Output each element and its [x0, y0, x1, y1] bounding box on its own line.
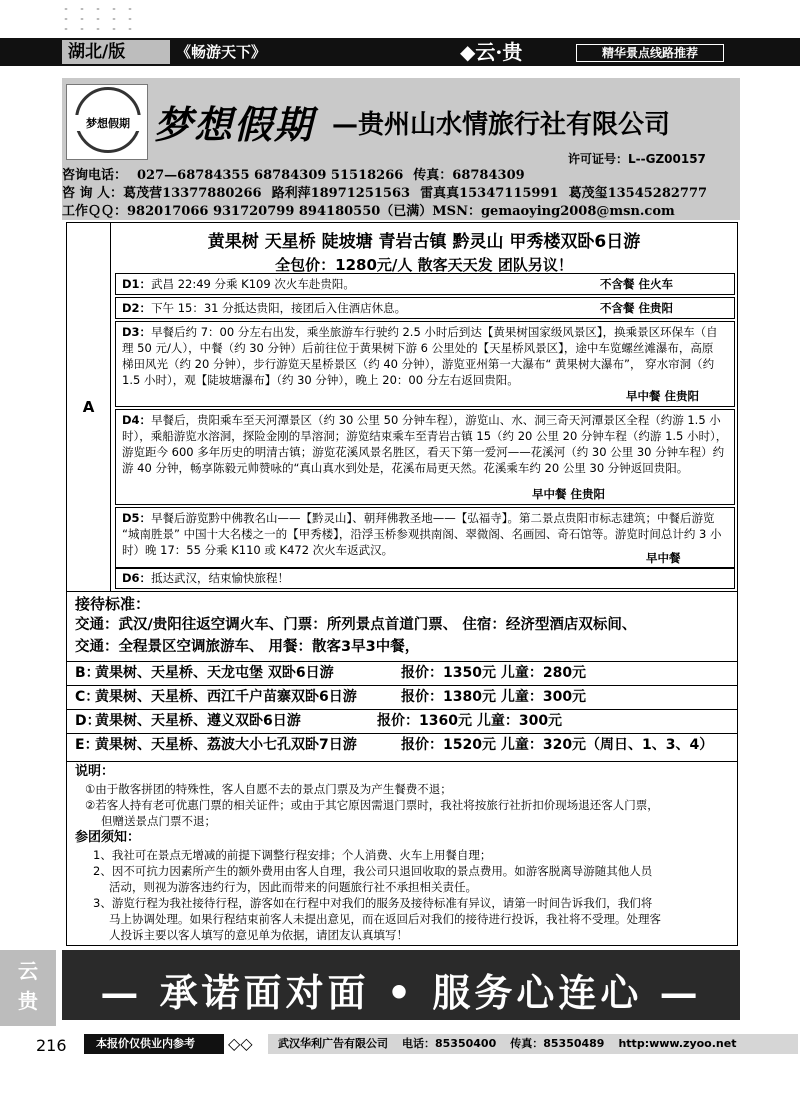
standards-line: 交通：武汉/贵阳往返空调火车、门票：所列景点首道门票、 住宿：经济型酒店双标间、	[75, 617, 637, 633]
day-item	[115, 273, 735, 295]
ad-url[interactable]: http:www.zyoo.net	[618, 1037, 737, 1050]
day-meal: 不含餐 住火车	[600, 277, 674, 291]
contacts-line	[62, 182, 717, 201]
remark-line: 但赠送景点门票不退；	[101, 814, 216, 828]
side-tab-char: 云	[18, 959, 38, 983]
option-price: 报价：1350元 儿童：280元	[401, 665, 587, 681]
region-label: 湖北/版	[62, 40, 170, 64]
day-item	[115, 507, 735, 569]
decorative-dots	[58, 4, 138, 34]
section-divider	[67, 591, 737, 592]
slogan: — 承诺面对面 • 服务心连心 —	[100, 970, 702, 1015]
option-route: 黄果树、天星桥、西江千户苗寨双卧6日游	[95, 689, 357, 705]
tour-title: 黄果树 天星桥 陡坡塘 青岩古镇 黔灵山 甲秀楼双卧6日游	[207, 232, 641, 252]
option-code: D：	[75, 713, 101, 729]
day-label: D5：	[122, 511, 152, 525]
side-tab-char: 贵	[18, 989, 38, 1013]
phone-line	[62, 164, 535, 183]
notice-line: 活动，则视为游客违约行为，因此而带来的问题旅行社不承担相关责任。	[109, 880, 477, 894]
day-text: 抵达武汉，结束愉快旅程！	[151, 571, 290, 585]
contact-person: 路利萍18971251563	[271, 186, 411, 201]
standards-title: 接待标准：	[75, 595, 151, 613]
agency-header	[62, 78, 740, 220]
day-meal: 不含餐 住贵阳	[600, 301, 674, 315]
route-recommend-badge: 精华景点线路推荐	[576, 44, 724, 62]
contacts-label: 咨 询 人：	[62, 186, 124, 201]
day-text: 下午 15：31 分抵达贵阳，接团后入住酒店休息。	[151, 301, 407, 315]
notice-line: 1、我社可在景点无增减的前提下调整行程安排；个人消费、火车上用餐自理；	[93, 848, 492, 862]
slogan-band	[62, 950, 740, 1020]
notice-line: 3、游览行程为我社接待行程，游客如在行程中对我们的服务及接待标准有异议，请第一时间告诉我们，我们将	[93, 896, 653, 910]
day-meal: 早中餐	[646, 551, 681, 565]
day-label: D3：	[122, 325, 152, 339]
logo-text: 梦想假期	[69, 115, 147, 131]
option-row	[67, 733, 737, 757]
remarks-title: 说明：	[75, 764, 115, 779]
contact-person: 雷真真15347115991	[420, 186, 559, 201]
remark-line: ②若客人持有老可优惠门票的相关证件；或由于其它原因需退门票时，我社将按旅行社折扣价现场退还客人门票，	[85, 798, 659, 812]
ad-fax: 传真：85350489	[510, 1037, 605, 1050]
day-label: D1：	[122, 277, 152, 291]
page-number: 216	[36, 1036, 67, 1055]
reference-note: 本报价仅供业内参考	[84, 1034, 224, 1054]
day-item	[115, 297, 735, 319]
contact-person: 葛茂营13377880266	[123, 186, 262, 201]
day-text: 早餐后游览黔中佛教名山——【黔灵山】、朝拜佛教圣地——【弘福寺】。第二景点贵阳市标志建筑；中餐后游览 “城南胜景” 中国十大名楼之一的【甲秀楼】，沿浮玉桥参观拱南阁、翠微阁、名画园、奇石馆等。游览时间总计约 3 小时）晚 17：55 分乘 K110 或 K472 次火车返武汉。	[122, 511, 722, 557]
option-route: 黄果树、天星桥、天龙屯堡 双卧6日游	[95, 665, 334, 681]
contact-person: 葛茂玺13545282777	[568, 186, 708, 201]
chevron-icon: ◇◇	[228, 1034, 253, 1053]
notice-line: 2、因不可抗力因素所产生的额外费用由客人自理，我公司只退回收取的景点费用。如游客脱离导游随其他人员	[93, 864, 653, 878]
qq-label: 工作ＱＱ：	[62, 204, 128, 219]
itinerary-box	[66, 222, 738, 946]
advertiser-info	[268, 1034, 798, 1054]
day-label: D2：	[122, 301, 152, 315]
tour-title-block	[111, 223, 737, 274]
day-label: D6：	[122, 571, 152, 585]
day-text: 早餐后约 7：00 分左右出发，乘坐旅游车行驶约 2.5 小时后到达【黄果树国家级风景区】，换乘景区环保车（自理 50 元/人），中餐（约 30 分钟）后前往位于黄果树下游 6 公里处的【天星桥风景区】，途中车览螺丝滩瀑布，高原梯田风光（约 20 分钟），步行游览天星桥景区（约 40 分钟），游览亚州第一大瀑布“ 黄果树大瀑布”， 穿水帘洞（约 1.5 小时），观【陡坡塘瀑布】（约 30 分钟），晚上 20：00 分左右返回贵阳。	[122, 325, 718, 387]
license-number: 许可证号：L--GZ00157	[568, 152, 706, 166]
option-row	[67, 709, 737, 733]
option-code: C：	[75, 689, 100, 705]
notes-section	[67, 761, 737, 942]
day-item	[115, 409, 735, 505]
option-code: E：	[75, 737, 99, 753]
day-meal: 早中餐 住贵阳	[532, 487, 606, 501]
option-price: 报价：1520元 儿童：320元（周日、1、3、4）	[401, 737, 714, 753]
option-price: 报价：1380元 儿童：300元	[401, 689, 587, 705]
remark-line: ①由于散客拼团的特殊性，客人自愿不去的景点门票及为产生餐费不退；	[85, 782, 452, 796]
standards-line: 交通：全程景区空调旅游车、 用餐：散客3早3中餐，	[75, 639, 420, 655]
qq-line	[62, 200, 685, 219]
column-name: 《畅游天下》	[176, 43, 267, 61]
option-price: 报价：1360元 儿童：300元	[377, 713, 563, 729]
day-label: D4：	[122, 413, 152, 427]
ad-company: 武汉华利广告有限公司	[278, 1037, 388, 1050]
option-code: B：	[75, 665, 100, 681]
day-item	[115, 321, 735, 407]
qq-numbers: 982017066 931720799 894180550（已满）MSN：gemaoying2008@msn.com	[127, 204, 675, 219]
option-route: 黄果树、天星桥、荔波大小七孔双卧7日游	[95, 737, 357, 753]
notice-line: 人投诉主要以客人填写的意见单为依据，请团友认真填写！	[109, 928, 408, 942]
day-meal: 早中餐 住贵阳	[626, 389, 700, 403]
side-tab	[0, 950, 56, 1026]
option-row	[67, 661, 737, 685]
tour-price: 全包价：1280元/人 散客天天发 团队另议！	[275, 256, 573, 274]
fax-number: 传真：68784309	[413, 168, 525, 183]
phone-numbers: 027—68784355 68784309 51518266	[137, 168, 404, 183]
day-text: 早餐后，贵阳乘车至天河潭景区（约 30 公里 50 分钟车程），游览山、水、洞三奇天河潭景区全程（约游 1.5 小时），乘船游览水溶洞，探险金刚的旱溶洞；游览结束乘车至青岩古镇 15（约 20 公里 20 分钟车程（约游 1.5 小时），游览距今 600 多年历史的明清古镇；游览花溪风景名胜区，看天下第一爱河——花溪河（约 30 公里 30 分钟车程）约游 40 分钟，畅享陈毅元帅赞咏的“真山真水到处是，花溪布局更天然。花溪乘车约 20 公里 30 分钟返回贵阳。	[122, 413, 728, 475]
day-item	[115, 567, 735, 589]
notice-title: 参团须知：	[75, 830, 141, 845]
tour-code: A	[67, 223, 111, 591]
notice-line: 马上协调处理。如果行程结束前客人未提出意见，而在返回后对我们的接待进行投诉，我社将不受理。处理客	[109, 912, 661, 926]
brand-title: 梦想假期	[154, 102, 315, 147]
phone-label: 咨询电话：	[62, 168, 128, 183]
day-text: 武昌 22:49 分乘 K109 次火车赴贵阳。	[151, 277, 355, 291]
yungui-title: ◆云·贵	[460, 40, 523, 64]
ad-phone: 电话：85350400	[402, 1037, 497, 1050]
option-row	[67, 685, 737, 709]
agency-name: —贵州山水情旅行社有限公司	[332, 110, 671, 140]
logo	[66, 84, 148, 160]
option-route: 黄果树、天星桥、遵义双卧6日游	[95, 713, 301, 729]
